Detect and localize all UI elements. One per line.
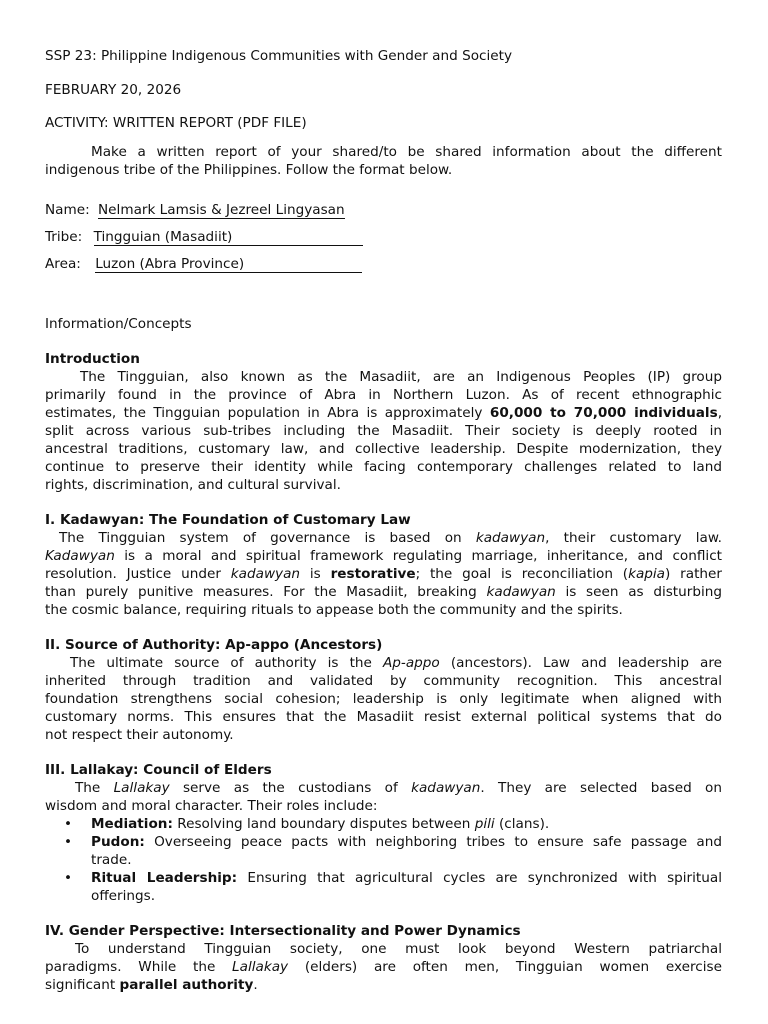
s4-text: significant xyxy=(45,977,120,993)
s1-text: ; the goal is reconciliation ( xyxy=(415,566,629,582)
s1-text: than purely punitive measures. For the Masadiit, breaking xyxy=(45,584,487,600)
s4-text: (elders) are often men, Tingguian women exercise xyxy=(288,959,722,975)
s1-text: is seen as disturbing xyxy=(555,584,722,600)
s2-line-1 xyxy=(45,654,722,672)
list-item-label: Ritual Leadership: xyxy=(91,870,238,886)
intro-line-5: ancestral traditions, customary law, and collective leadership. Despite modernization, they xyxy=(45,441,722,457)
name-label: Name: xyxy=(45,202,90,218)
list-item-mediation xyxy=(91,815,549,833)
report-date: FEBRUARY 20, 2026 xyxy=(45,82,182,98)
s1-term: kadawyan xyxy=(230,566,301,582)
s3-text: serve as the custodians of xyxy=(169,780,412,796)
s4-text: paradigms. While the xyxy=(45,959,233,975)
list-item-pudon xyxy=(91,833,722,851)
instructions-line-1: Make a written report of your shared/to be shared information about the different xyxy=(91,144,722,160)
tribe-value: Tingguian (Masadiit) xyxy=(94,229,363,246)
s1-line-5: the cosmic balance, requiring rituals to appease both the community and the spirits. xyxy=(45,602,623,618)
name-value: Nelmark Lamsis & Jezreel Lingyasan xyxy=(98,202,345,218)
s1-text: resolution. Justice under xyxy=(45,566,231,582)
bullet-icon: • xyxy=(64,870,73,886)
area-value: Luzon (Abra Province) xyxy=(95,256,362,273)
intro-line-3 xyxy=(45,404,722,422)
s4-line-2 xyxy=(45,958,722,976)
s1-text: ) rather xyxy=(665,566,722,582)
intro-line-4: split across various sub-tribes including the Masadiit. Their society is deeply rooted in xyxy=(45,423,722,439)
list-item-term: pili xyxy=(474,816,495,832)
s1-line-4 xyxy=(45,583,722,601)
s1-term: kapia xyxy=(628,566,666,582)
s3-text: . They are selected based on xyxy=(480,780,722,796)
s1-text: , their customary law. xyxy=(545,530,723,546)
s1-text: is a moral and spiritual framework regulating marriage, inheritance, and conflict xyxy=(114,548,722,564)
tribe-label: Tribe: xyxy=(45,229,83,245)
s2-text: (ancestors). Law and leadership are xyxy=(439,655,723,671)
s4-line-1: To understand Tingguian society, one must look beyond Western patriarchal xyxy=(75,941,722,957)
s2-line-3: foundation strengthens social cohesion; leadership is only legitimate when aligned with xyxy=(45,691,722,707)
s2-line-2: inherited through tradition and validated by community recognition. This ancestral xyxy=(45,673,722,689)
s2-term: Ap-appo xyxy=(383,655,440,671)
intro-text: , xyxy=(717,405,723,421)
s2-line-5: not respect their autonomy. xyxy=(45,727,234,743)
s2-line-4: customary norms. This ensures that the Masadiit resist external political systems that do xyxy=(45,709,722,725)
section-3-heading: III. Lallakay: Council of Elders xyxy=(45,762,272,778)
list-item-text: Overseeing peace pacts with neighboring tribes to ensure safe passage and xyxy=(144,834,722,850)
list-item-pudon-cont: trade. xyxy=(91,852,132,868)
s4-emphasis: parallel authority xyxy=(119,977,254,993)
section-1-heading: I. Kadawyan: The Foundation of Customary Law xyxy=(45,512,411,528)
bullet-icon: • xyxy=(64,816,73,832)
s1-term: kadawyan xyxy=(486,584,556,600)
s3-line-1 xyxy=(45,779,722,797)
s1-line-2 xyxy=(45,547,722,565)
list-item-ritual xyxy=(91,869,722,887)
section-2-heading: II. Source of Authority: Ap-appo (Ancestors) xyxy=(45,637,383,653)
s4-text: . xyxy=(253,977,258,993)
intro-line-6: continue to preserve their identity while facing contemporary challenges related to land xyxy=(45,459,722,475)
s1-line-3 xyxy=(45,565,722,583)
s1-line-1 xyxy=(45,529,722,547)
population-estimate: 60,000 to 70,000 individuals xyxy=(489,405,718,421)
s1-text: The Tingguian system of governance is based on xyxy=(59,530,476,546)
intro-heading: Introduction xyxy=(45,351,140,367)
s3-text: The xyxy=(75,780,114,796)
intro-line-2: primarily found in the province of Abra in Northern Luzon. As of recent ethnographic xyxy=(45,387,722,403)
course-title: SSP 23: Philippine Indigenous Communities with Gender and Society xyxy=(45,48,513,64)
section-4-heading: IV. Gender Perspective: Intersectionality and Power Dynamics xyxy=(45,923,521,939)
instructions-line-2: indigenous tribe of the Philippines. Follow the format below. xyxy=(45,162,453,178)
name-row xyxy=(45,201,345,219)
list-item-text: Ensuring that agricultural cycles are synchronized with spiritual xyxy=(237,870,722,886)
s1-text: is xyxy=(300,566,331,582)
intro-line-1: The Tingguian, also known as the Masadiit, are an Indigenous Peoples (IP) group xyxy=(80,369,722,385)
s2-text: The ultimate source of authority is the xyxy=(70,655,383,671)
list-item-label: Pudon: xyxy=(91,834,145,850)
activity-title: ACTIVITY: WRITTEN REPORT (PDF FILE) xyxy=(45,115,307,131)
area-row xyxy=(45,255,362,273)
tribe-row xyxy=(45,228,363,246)
list-item-text: Resolving land boundary disputes between xyxy=(172,816,475,832)
s4-line-3 xyxy=(45,976,258,994)
intro-line-7: rights, discrimination, and cultural survival. xyxy=(45,477,341,493)
info-heading: Information/Concepts xyxy=(45,316,192,332)
area-label: Area: xyxy=(45,256,81,272)
s3-term: Lallakay xyxy=(113,780,170,796)
s3-line-2: wisdom and moral character. Their roles include: xyxy=(45,798,378,814)
bullet-icon: • xyxy=(64,834,73,850)
s1-term: Kadawyan xyxy=(45,548,115,564)
intro-text: estimates, the Tingguian population in Abra is approximately xyxy=(45,405,490,421)
s1-term: kadawyan xyxy=(475,530,546,546)
list-item-ritual-cont: offerings. xyxy=(91,888,156,904)
list-item-text: (clans). xyxy=(494,816,550,832)
list-item-label: Mediation: xyxy=(91,816,173,832)
s3-term: kadawyan xyxy=(411,780,481,796)
s4-term: Lallakay xyxy=(232,959,289,975)
s1-emphasis: restorative xyxy=(330,566,416,582)
